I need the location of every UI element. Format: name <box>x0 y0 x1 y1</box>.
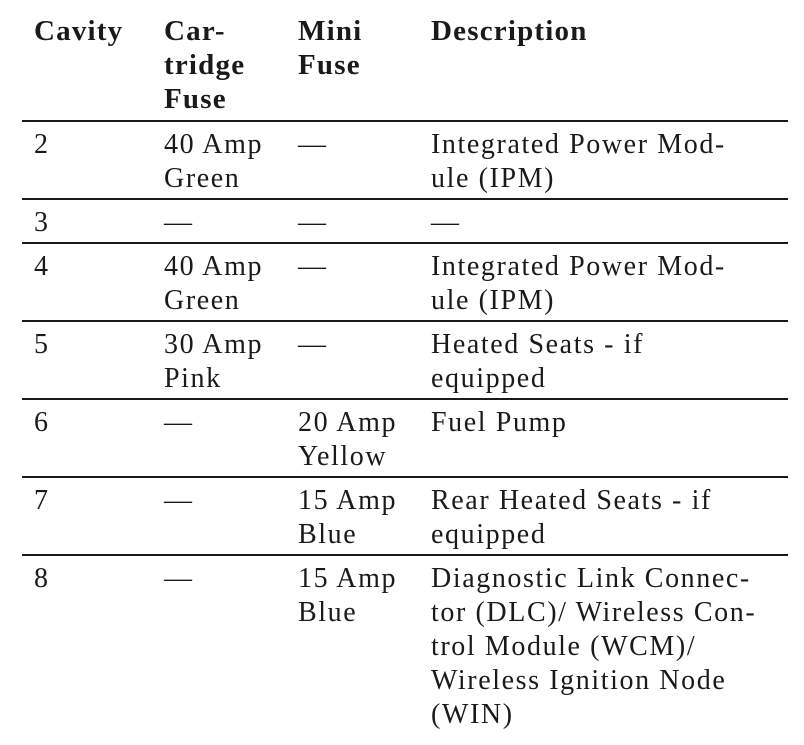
cell-description: Integrated Power Mod- ule (IPM) <box>419 243 788 321</box>
cell-mini-fuse: 15 Amp Blue <box>286 477 419 555</box>
header-cavity: Cavity <box>22 0 152 121</box>
table-row <box>22 321 788 399</box>
cell-description: — <box>419 199 788 243</box>
cell-description: Rear Heated Seats - if equipped <box>419 477 788 555</box>
cell-cartridge-fuse: 40 Amp Green <box>152 121 286 199</box>
table-row <box>22 555 788 734</box>
header-row <box>22 0 788 121</box>
cell-cartridge-fuse: 30 Amp Pink <box>152 321 286 399</box>
table-row <box>22 243 788 321</box>
cell-cartridge-fuse: — <box>152 199 286 243</box>
table-body <box>22 121 788 734</box>
cell-cartridge-fuse: 40 Amp Green <box>152 243 286 321</box>
cell-cavity: 2 <box>22 121 152 199</box>
cell-mini-fuse: — <box>286 121 419 199</box>
cell-cartridge-fuse: — <box>152 477 286 555</box>
cell-description: Heated Seats - if equipped <box>419 321 788 399</box>
cell-mini-fuse: — <box>286 199 419 243</box>
table-row <box>22 477 788 555</box>
cell-cavity: 3 <box>22 199 152 243</box>
cell-cavity: 8 <box>34 563 50 594</box>
cell-mini-fuse: — <box>286 321 419 399</box>
cell-description: Fuel Pump <box>419 399 788 477</box>
cell-mini-fuse: 15 Amp Blue <box>298 563 398 628</box>
cell-cavity: 5 <box>22 321 152 399</box>
header-description: Description <box>419 0 788 121</box>
table-header <box>22 0 788 121</box>
cell-cavity: 6 <box>22 399 152 477</box>
table-row <box>22 399 788 477</box>
cell-description: Integrated Power Mod- ule (IPM) <box>419 121 788 199</box>
cell-cavity: 4 <box>22 243 152 321</box>
cell-cartridge-fuse: — <box>152 399 286 477</box>
header-mini-fuse: Mini Fuse <box>286 0 419 121</box>
cell-description: Diagnostic Link Connec- tor (DLC)/ Wireless Con- trol Module (WCM)/ Wireless Ignition Node (WIN) <box>431 563 757 730</box>
cell-mini-fuse: 20 Amp Yellow <box>286 399 419 477</box>
table-row <box>22 199 788 243</box>
cell-cartridge-fuse: — <box>164 563 194 594</box>
fuse-table <box>22 0 788 734</box>
table-row <box>22 121 788 199</box>
header-cartridge-fuse: Car- tridge Fuse <box>152 0 286 121</box>
cell-cavity: 7 <box>22 477 152 555</box>
cell-mini-fuse: — <box>286 243 419 321</box>
